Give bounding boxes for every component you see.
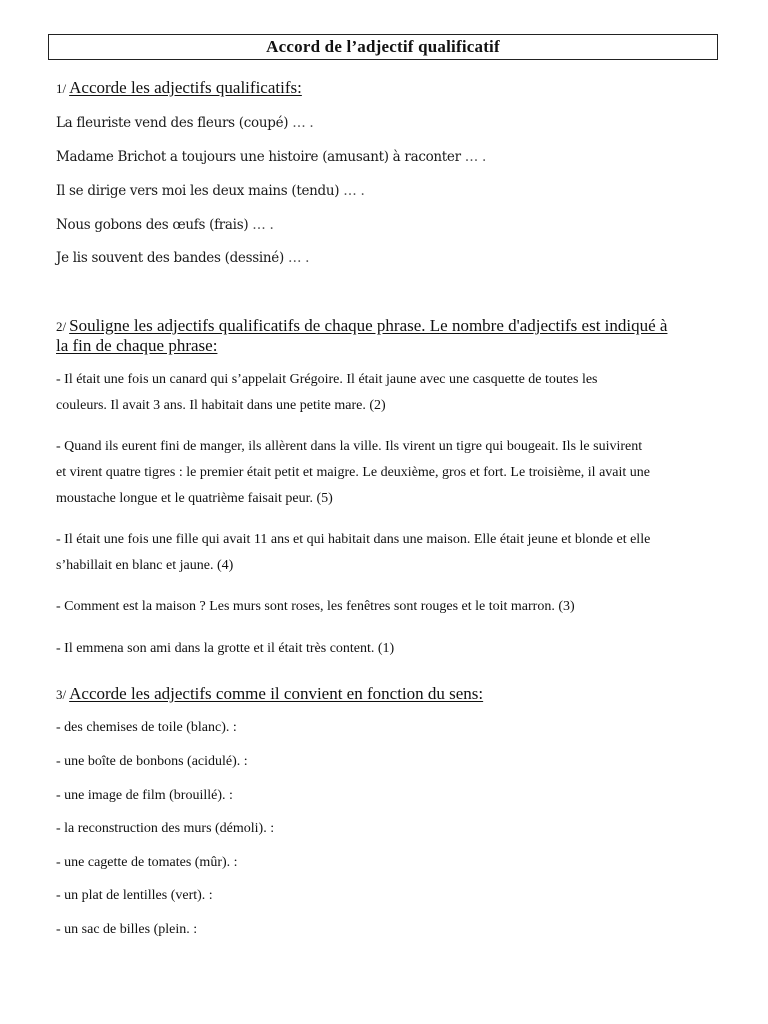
exercise-1-item <box>56 115 313 131</box>
exercise-1-item <box>56 217 273 233</box>
exercise-1-item <box>56 250 309 266</box>
answer-blank: … . <box>252 217 274 233</box>
exercise-3-item: - la reconstruction des murs (démoli). : <box>56 821 275 836</box>
section-2-number: 2/ <box>56 319 67 334</box>
exercise-1-item-text: Il se dirige vers moi les deux mains (tendu) <box>56 183 340 199</box>
exercise-1-item-text: Madame Brichot a toujours une histoire (amusant) à raconter <box>56 149 461 165</box>
section-3-number: 3/ <box>56 687 67 702</box>
paragraph-line: - Il emmena son ami dans la grotte et il était très content. (1) <box>56 641 395 656</box>
paragraph-line: - Il était une fois un canard qui s’appelait Grégoire. Il était jaune avec une casquette de toutes les <box>56 372 598 387</box>
exercise-1-item <box>56 183 364 199</box>
section-1-heading-text: Accorde les adjectifs qualificatifs: <box>69 78 302 97</box>
section-2-heading-cont <box>56 336 217 356</box>
paragraph-line: - Quand ils eurent fini de manger, ils allèrent dans la ville. Ils virent un tigre qui bougeait. Ils le suivirent <box>56 439 643 454</box>
exercise-3-item: - un sac de billes (plein. : <box>56 922 198 937</box>
section-2-heading-line-1: Souligne les adjectifs qualificatifs de chaque phrase. Le nombre d'adjectifs est indiqué à <box>69 316 668 335</box>
paragraph-line: et virent quatre tigres : le premier était petit et maigre. Le deuxième, gros et fort. Le troisième, il avait une <box>56 465 650 480</box>
paragraph-line: couleurs. Il avait 3 ans. Il habitait dans une petite mare. (2) <box>56 398 386 413</box>
exercise-2-paragraph <box>56 594 575 620</box>
paragraph-line: - Comment est la maison ? Les murs sont roses, les fenêtres sont rouges et le toit marron. (3) <box>56 599 575 614</box>
section-3-heading <box>56 684 483 704</box>
page-title <box>48 34 718 60</box>
section-2-heading <box>56 316 667 336</box>
answer-blank: … . <box>287 250 310 266</box>
exercise-1-item-text: Nous gobons des œufs (frais) <box>56 217 249 233</box>
paragraph-line: moustache longue et le quatrième faisait peur. (5) <box>56 491 333 506</box>
page-title-text: Accord de l’adjectif qualificatif <box>266 37 500 56</box>
exercise-3-item: - un plat de lentilles (vert). : <box>56 888 213 903</box>
exercise-3-item: - une image de film (brouillé). : <box>56 788 233 803</box>
exercise-3-item: - une boîte de bonbons (acidulé). : <box>56 754 248 769</box>
exercise-2-paragraph <box>56 367 598 419</box>
exercise-3-item: - des chemises de toile (blanc). : <box>56 720 237 735</box>
section-1-heading <box>56 78 302 98</box>
exercise-1-item <box>56 149 486 165</box>
exercise-3-item: - une cagette de tomates (mûr). : <box>56 855 238 870</box>
exercise-1-item-text: Je lis souvent des bandes (dessiné) <box>56 250 284 266</box>
answer-blank: … . <box>292 115 314 131</box>
exercise-2-paragraph <box>56 434 650 512</box>
exercise-1-item-text: La fleuriste vend des fleurs (coupé) <box>56 115 289 131</box>
exercise-2-paragraph <box>56 636 394 662</box>
section-3-heading-text: Accorde les adjectifs comme il convient en fonction du sens: <box>69 684 484 703</box>
paragraph-line: s’habillait en blanc et jaune. (4) <box>56 558 234 573</box>
answer-blank: … . <box>464 149 486 165</box>
answer-blank: … . <box>343 183 365 199</box>
exercise-2-paragraph <box>56 527 650 579</box>
section-1-number: 1/ <box>56 81 67 96</box>
paragraph-line: - Il était une fois une fille qui avait 11 ans et qui habitait dans une maison. Elle était jeune et blonde et elle <box>56 532 651 547</box>
section-2-heading-line-2: la fin de chaque phrase: <box>56 336 218 355</box>
